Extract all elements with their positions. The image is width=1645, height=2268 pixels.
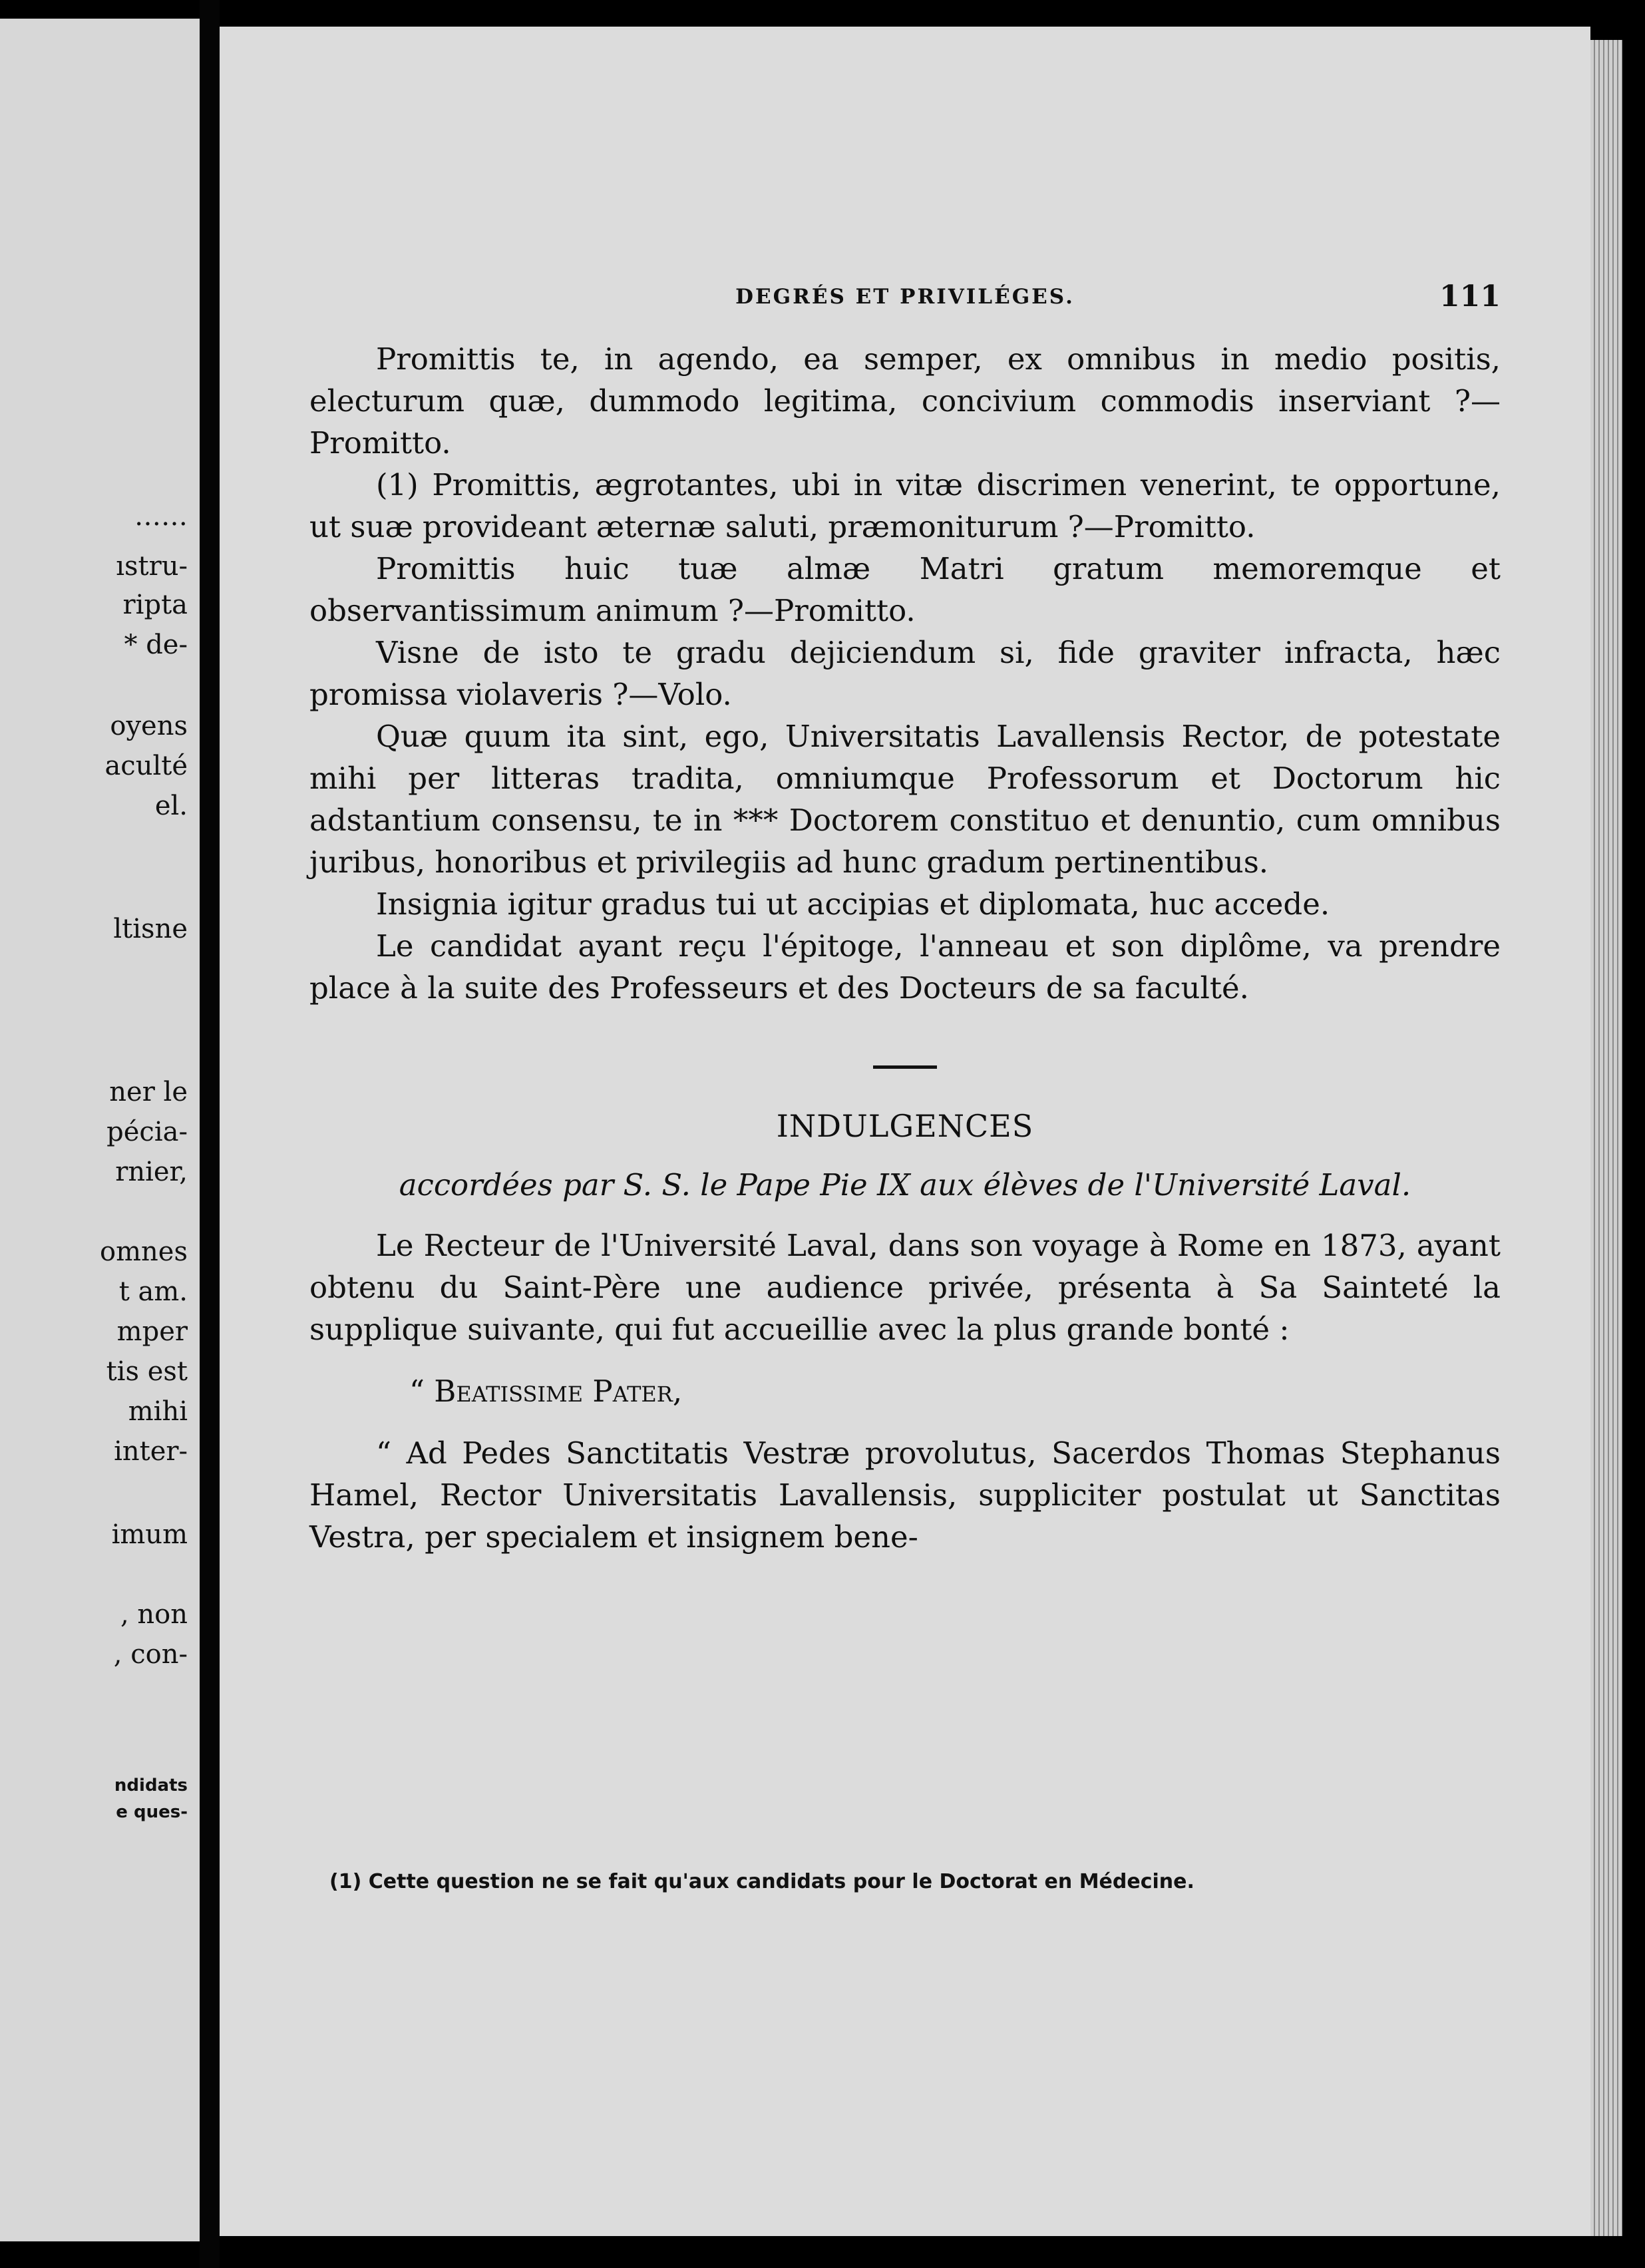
left-page-line: …… bbox=[134, 501, 188, 532]
paragraph: Promittis huic tuæ almæ Matri gratum memoremque et observantissimum animum ?—Promitto. bbox=[309, 551, 1501, 628]
left-page-line: * de- bbox=[124, 630, 188, 660]
left-page-line: ripta bbox=[122, 590, 188, 620]
body-text bbox=[309, 338, 1501, 1558]
left-page-line: t am. bbox=[118, 1276, 188, 1307]
section-title: INDULGENCES bbox=[776, 1108, 1034, 1144]
section-subtitle: accordées par S. S. le Pape Pie IX aux élèves de l'Université Laval. bbox=[399, 1167, 1411, 1203]
left-page-line: mper bbox=[116, 1316, 188, 1347]
petition-paragraph: “ Ad Pedes Sanctitatis Vestræ provolutus, Sacerdos Thomas Stephanus Hamel, Rector Universitatis Lavallensis, suppliciter postulat ut Sanctitas Vestra, per specialem et insignem bene- bbox=[309, 1435, 1501, 1555]
running-head bbox=[309, 280, 1501, 313]
salutation: “ Beatissime Pater, bbox=[409, 1374, 683, 1409]
left-page-line: aculté bbox=[104, 751, 188, 781]
paragraph: Le Recteur de l'Université Laval, dans son voyage à Rome en 1873, ayant obtenu du Saint-Père une audience privée, présenta à Sa Sainteté la supplique suivante, qui fut accueillie avec la plus grande bonté : bbox=[309, 1228, 1501, 1347]
left-page-footnote-line: e ques- bbox=[116, 1802, 188, 1822]
left-page-line: tis est bbox=[106, 1356, 188, 1387]
left-page-line: rnier, bbox=[115, 1157, 188, 1187]
paragraph: Promittis te, in agendo, ea semper, ex omnibus in medio positis, electurum quæ, dummodo legitima, concivium commodis inserviant ?—Promitto. bbox=[309, 341, 1501, 461]
main-page bbox=[220, 27, 1590, 2236]
left-page-line: ner le bbox=[109, 1077, 188, 1107]
left-page-line: , con- bbox=[113, 1639, 188, 1670]
page-number: 111 bbox=[1439, 280, 1501, 313]
left-page-line: ıstru- bbox=[116, 551, 188, 582]
left-page-line: mihi bbox=[128, 1396, 188, 1427]
footnote: (1) Cette question ne se fait qu'aux candidats pour le Doctorat en Médecine. bbox=[329, 1870, 1194, 1893]
paragraph: Visne de isto te gradu dejiciendum si, fide graviter infracta, hæc promissa violaveris ?—Volo. bbox=[309, 635, 1501, 712]
paragraph: Le candidat ayant reçu l'épitoge, l'anneau et son diplôme, va prendre place à la suite des Professeurs et des Docteurs de sa faculté. bbox=[309, 928, 1501, 1006]
left-page-line: ltisne bbox=[113, 914, 188, 944]
left-facing-page bbox=[0, 19, 200, 2241]
page-edges bbox=[1590, 40, 1622, 2236]
left-page-footnote-line: ndidats bbox=[114, 1776, 188, 1796]
paragraph: (1) Promittis, ægrotantes, ubi in vitæ discrimen venerint, te opportune, ut suæ provideant æternæ saluti, præmoniturum ?—Promitto. bbox=[309, 467, 1501, 544]
left-page-line: el. bbox=[154, 791, 188, 821]
section-divider bbox=[873, 1065, 937, 1069]
left-page-line: imum bbox=[111, 1519, 188, 1550]
book-gutter bbox=[200, 0, 220, 2268]
running-title: DEGRÉS ET PRIVILÉGES. bbox=[735, 285, 1075, 309]
paragraph: Insignia igitur gradus tui ut accipias et diplomata, huc accede. bbox=[376, 886, 1330, 922]
left-page-line: , non bbox=[120, 1599, 188, 1630]
left-page-line: omnes bbox=[100, 1236, 188, 1267]
left-page-line: oyens bbox=[110, 711, 188, 741]
left-page-line: inter- bbox=[114, 1436, 188, 1467]
paragraph: Quæ quum ita sint, ego, Universitatis Lavallensis Rector, de potestate mihi per litteras tradita, omniumque Professorum et Doctorum hic adstantium consensu, te in *** Doctorem constituo et denuntio, cum omnibus juribus, honoribus et privilegiis ad hunc gradum pertinentibus. bbox=[309, 719, 1501, 880]
left-page-line: pécia- bbox=[106, 1117, 188, 1147]
